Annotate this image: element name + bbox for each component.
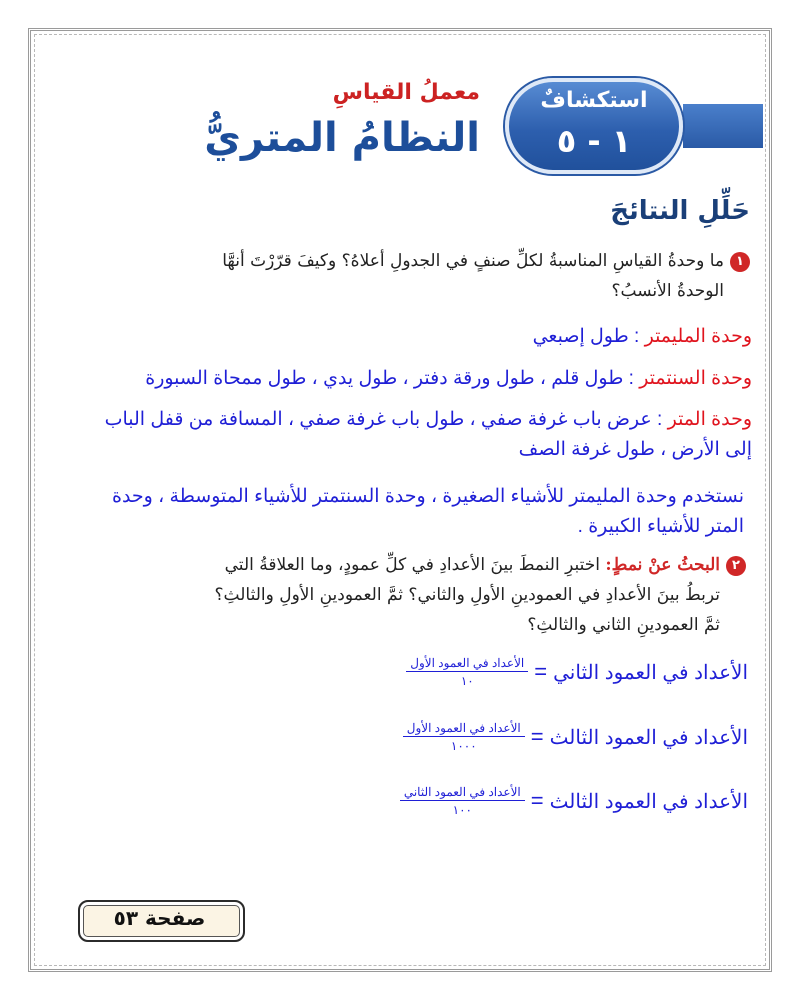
question-1 bbox=[50, 246, 750, 306]
equation-2 bbox=[403, 720, 748, 754]
question-2 bbox=[46, 550, 746, 640]
fraction-denominator: ١٠ bbox=[460, 674, 474, 688]
fraction-denominator: ١٠٠ bbox=[452, 803, 472, 817]
fraction-numerator: الأعداد في العمود الأول bbox=[406, 655, 528, 672]
answer-text: إلى الأرض ، طول غرفة الصف bbox=[518, 439, 752, 460]
badge-tail bbox=[683, 104, 763, 148]
answer-mm bbox=[52, 322, 752, 352]
equation-lhs: الأعداد في العمود الثاني bbox=[553, 661, 748, 684]
question-line: اختبرِ النمطَ بينَ الأعدادِ في كلِّ عمودٍ، وما العلاقةُ التي bbox=[224, 555, 600, 575]
question-line: الوحدةُ الأنسبُ؟ bbox=[611, 281, 724, 301]
equals-sign: = bbox=[530, 724, 544, 749]
question-line: ثمَّ العمودينِ الثاني والثالثِ؟ bbox=[527, 615, 720, 635]
answer-text: : عرض باب غرفة صفي ، طول باب غرفة صفي ، المسافة من قفل الباب bbox=[104, 409, 663, 430]
answer-summary bbox=[44, 482, 744, 542]
fraction bbox=[403, 720, 525, 754]
question-line: ما وحدةُ القياسِ المناسبةُ لكلِّ صنفٍ في الجدولِ أعلاهُ؟ وكيفَ قرّرْتَ أنهَّا bbox=[222, 251, 724, 271]
equation-3 bbox=[400, 784, 748, 818]
equation-lhs: الأعداد في العمود الثالث bbox=[549, 726, 748, 749]
lesson-title: النظامُ المتريُّ bbox=[204, 115, 480, 161]
fraction-numerator: الأعداد في العمود الأول bbox=[403, 720, 525, 737]
summary-line: المتر للأشياء الكبيرة . bbox=[577, 516, 744, 537]
answer-text: : طول قلم ، طول ورقة دفتر ، طول يدي ، طول ممحاة السبورة bbox=[145, 368, 634, 389]
lab-title: معملُ القياسِ bbox=[332, 80, 480, 105]
answer-cm bbox=[52, 364, 752, 394]
answer-m bbox=[52, 405, 752, 465]
equation-lhs: الأعداد في العمود الثالث bbox=[549, 790, 748, 813]
fraction bbox=[406, 655, 528, 689]
page-number: صفحة ٥٣ bbox=[113, 906, 206, 930]
equation-1 bbox=[406, 655, 748, 689]
answer-label: وحدة السنتمتر bbox=[639, 368, 752, 389]
question-line: تربطُ بينَ الأعدادِ في العمودينِ الأولِ والثاني؟ ثمَّ العمودينِ الأولِ والثالثِ؟ bbox=[214, 585, 720, 605]
equals-sign: = bbox=[534, 659, 548, 684]
question-tag: البحثُ عنْ نمطٍ: bbox=[605, 555, 720, 575]
answer-label: وحدة المليمتر bbox=[644, 326, 752, 347]
question-number: ١ bbox=[730, 252, 750, 272]
answer-text: : طول إصبعي bbox=[532, 326, 640, 347]
fraction bbox=[400, 784, 525, 818]
badge-title: استكشافٌ bbox=[540, 88, 648, 113]
question-number: ٢ bbox=[726, 556, 746, 576]
fraction-denominator: ١٠٠٠ bbox=[450, 739, 477, 753]
summary-line: نستخدم وحدة المليمتر للأشياء الصغيرة ، وحدة السنتمتر للأشياء المتوسطة ، وحدة bbox=[112, 486, 744, 507]
fraction-numerator: الأعداد في العمود الثاني bbox=[400, 784, 525, 801]
equals-sign: = bbox=[530, 788, 544, 813]
answer-label: وحدة المتر bbox=[667, 409, 752, 430]
section-title: حَلِّلِ النتائجَ bbox=[610, 196, 750, 226]
badge-number: ١ - ٥ bbox=[556, 122, 632, 160]
